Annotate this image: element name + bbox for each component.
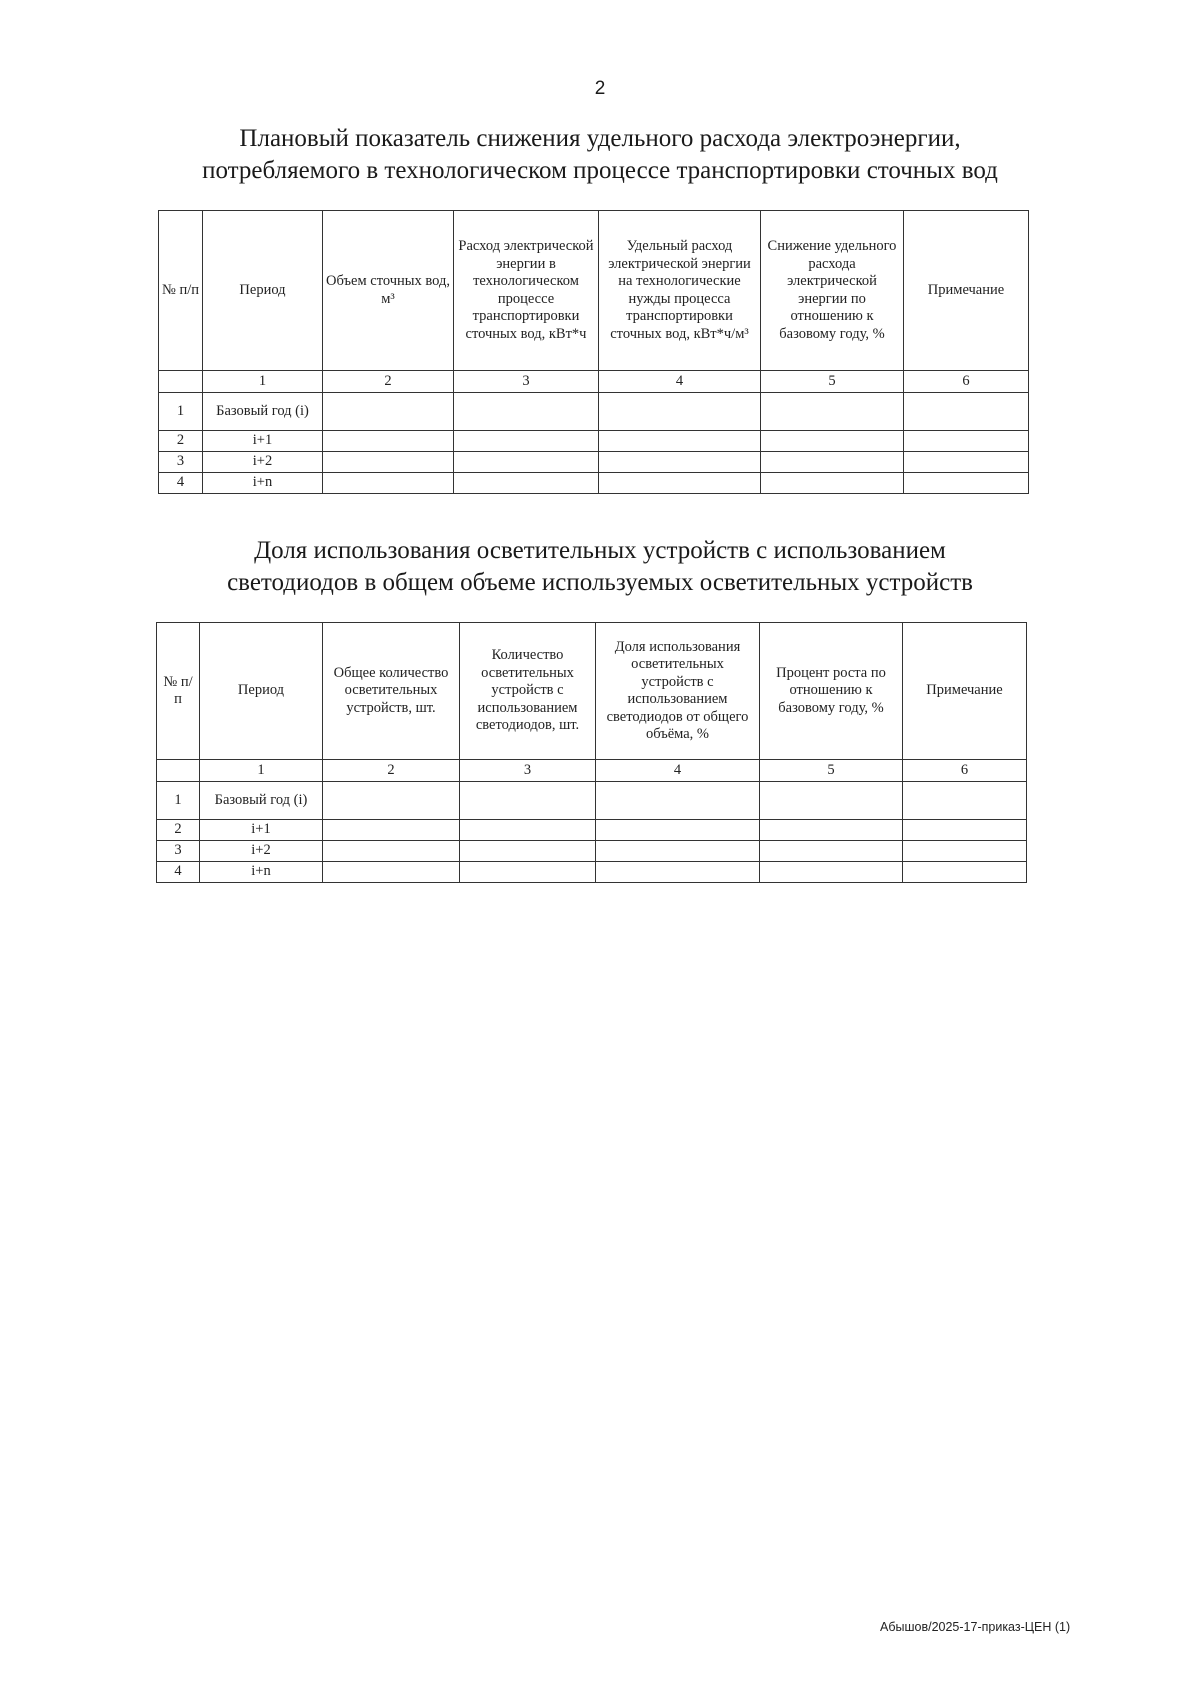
table1-header-volume: Объем сточных вод, м³ (323, 211, 454, 371)
page-number: 2 (594, 78, 606, 99)
table-cell (903, 862, 1027, 883)
table1-header-no: № п/п (159, 211, 203, 371)
table-cell (596, 782, 760, 820)
table-cell (323, 820, 460, 841)
table-row (157, 862, 1027, 883)
table-cell (596, 820, 760, 841)
table-row (157, 841, 1027, 862)
table2-colnum: 3 (460, 760, 596, 782)
table-cell (761, 393, 904, 431)
row-number: 3 (157, 841, 200, 862)
table1-colnum: 2 (323, 371, 454, 393)
table1-header-energy: Расход электрической энергии в технологическом процессе транспортировки сточных вод, кВт*ч (454, 211, 599, 371)
row-number: 1 (157, 782, 200, 820)
table-cell (904, 431, 1029, 452)
table-cell (323, 782, 460, 820)
table-cell (460, 820, 596, 841)
table2-title-line2: светодиодов в общем объеме используемых осветительных устройств (227, 569, 973, 596)
row-period: i+2 (203, 452, 323, 473)
table2-header-led-devices: Количество осветительных устройств с использованием светодиодов, шт. (460, 623, 596, 760)
table-cell (323, 862, 460, 883)
table1-title-line2: потребляемого в технологическом процессе транспортировки сточных вод (202, 157, 998, 184)
table1-header-specific-energy: Удельный расход электрической энергии на технологические нужды процесса транспортировки сточных вод, кВт*ч/м³ (599, 211, 761, 371)
table1-colnum: 5 (761, 371, 904, 393)
table-cell (454, 473, 599, 494)
table1-colnum: 6 (904, 371, 1029, 393)
table-row (159, 452, 1029, 473)
table-cell (323, 841, 460, 862)
document-footer: Абышов/2025-17-приказ-ЦЕН (1) (880, 1620, 1071, 1634)
table2-header-led-share: Доля использования осветительных устройств с использованием светодиодов от общего объёма, % (596, 623, 760, 760)
row-number: 2 (157, 820, 200, 841)
table1-title-line1: Плановый показатель снижения удельного расхода электроэнергии, (239, 125, 961, 152)
table1-header-reduction: Снижение удельного расхода электрической энергии по отношению к базовому году, % (761, 211, 904, 371)
table2-header-total-devices: Общее количество осветительных устройств, шт. (323, 623, 460, 760)
table1-colnum: 4 (599, 371, 761, 393)
row-period: i+2 (200, 841, 323, 862)
table1-header-note: Примечание (904, 211, 1029, 371)
table-row (159, 431, 1029, 452)
table-row (159, 393, 1029, 431)
table2-header-row (157, 623, 1027, 760)
table2-header-growth: Процент роста по отношению к базовому году, % (760, 623, 903, 760)
table-cell (323, 393, 454, 431)
table1-title (100, 123, 1100, 187)
table-cell (904, 393, 1029, 431)
table1-colnum: 3 (454, 371, 599, 393)
row-period: Базовый год (i) (200, 782, 323, 820)
table-cell (760, 841, 903, 862)
table-cell (760, 862, 903, 883)
table2-colnum: 2 (323, 760, 460, 782)
table-cell (761, 431, 904, 452)
row-number: 2 (159, 431, 203, 452)
row-period: i+1 (200, 820, 323, 841)
table-cell (599, 431, 761, 452)
table2-header-note: Примечание (903, 623, 1027, 760)
table-cell (903, 820, 1027, 841)
table1-colnum (159, 371, 203, 393)
table1-colnum-row (159, 371, 1029, 393)
table-cell (596, 862, 760, 883)
table-cell (904, 473, 1029, 494)
table-cell (903, 841, 1027, 862)
table-row (157, 782, 1027, 820)
table-cell (460, 782, 596, 820)
table-cell (761, 473, 904, 494)
table2-colnum: 6 (903, 760, 1027, 782)
table-cell (460, 862, 596, 883)
table-cell (323, 431, 454, 452)
row-number: 4 (157, 862, 200, 883)
table1-colnum: 1 (203, 371, 323, 393)
table-cell (599, 452, 761, 473)
table1-header-row (159, 211, 1029, 371)
table-cell (599, 473, 761, 494)
table2-colnum: 4 (596, 760, 760, 782)
table-cell (454, 452, 599, 473)
row-period: i+n (203, 473, 323, 494)
row-period: i+n (200, 862, 323, 883)
table-cell (903, 782, 1027, 820)
table-cell (596, 841, 760, 862)
row-number: 4 (159, 473, 203, 494)
table2-colnum: 1 (200, 760, 323, 782)
table2-colnum (157, 760, 200, 782)
table-cell (761, 452, 904, 473)
table-cell (904, 452, 1029, 473)
table-cell (460, 841, 596, 862)
table2-colnum: 5 (760, 760, 903, 782)
table2-header-period: Период (200, 623, 323, 760)
table2-title-line1: Доля использования осветительных устройств с использованием (254, 537, 946, 564)
table1-header-period: Период (203, 211, 323, 371)
table2-header-no: № п/п (157, 623, 200, 760)
table2 (156, 622, 1027, 883)
table-cell (323, 452, 454, 473)
table2-title (100, 535, 1100, 599)
row-number: 3 (159, 452, 203, 473)
table-row (159, 473, 1029, 494)
table-cell (323, 473, 454, 494)
table2-colnum-row (157, 760, 1027, 782)
table-cell (599, 393, 761, 431)
row-period: Базовый год (i) (203, 393, 323, 431)
table-cell (454, 393, 599, 431)
table-row (157, 820, 1027, 841)
row-period: i+1 (203, 431, 323, 452)
table1 (158, 210, 1029, 494)
row-number: 1 (159, 393, 203, 431)
table-cell (454, 431, 599, 452)
table-cell (760, 820, 903, 841)
table-cell (760, 782, 903, 820)
